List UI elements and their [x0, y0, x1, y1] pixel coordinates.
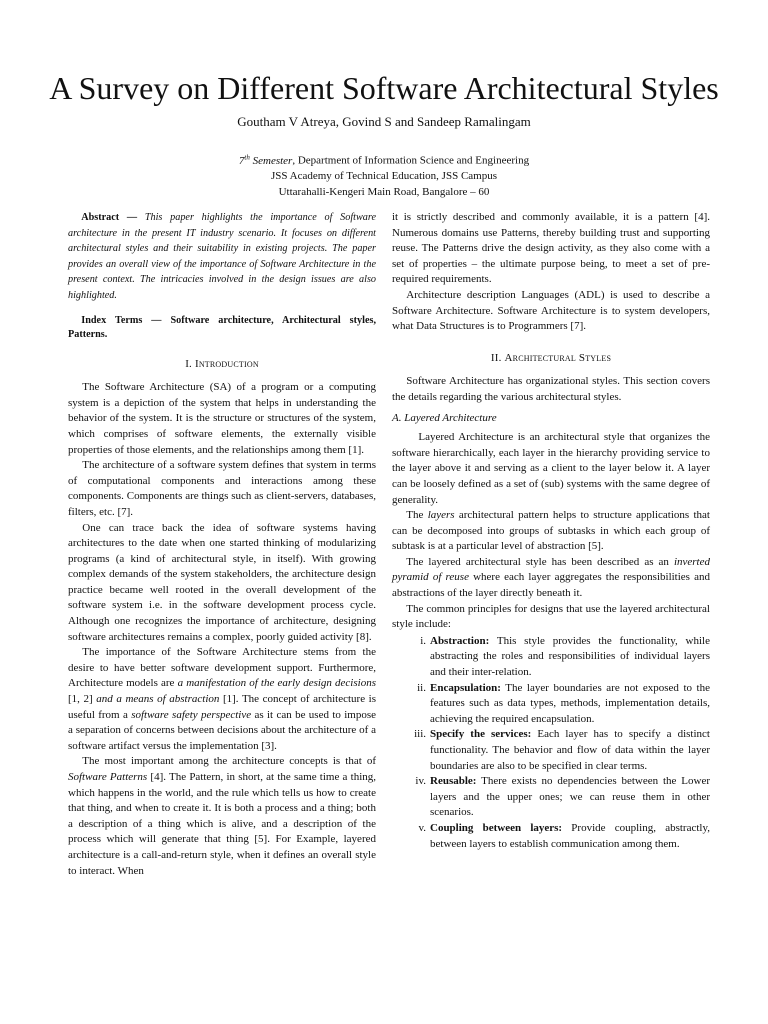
- intro-paragraph-1: The Software Architecture (SA) of a program or a computing system is a depiction of the system that helps in understanding the behavior of the system. It is the structure or structures of the system, which comprises of software elements, the externally visible properties of those elements, and the relationships among them [1].: [68, 381, 376, 456]
- text-run: The layered architectural style has been described as an: [406, 555, 674, 568]
- text-run: [1]. The concept of architecture is useful from a: [68, 693, 377, 721]
- list-text: This style provides the functionality, while abstracting the roles and responsibilities of individual layers and their inter-relation.: [430, 634, 710, 679]
- text-run: where each layer aggregates the responsibilities and abstractions of the layer directly beneath it.: [392, 571, 710, 600]
- left-column: [68, 210, 376, 879]
- section-title: Introduction: [194, 357, 259, 370]
- principles-list: [392, 634, 710, 852]
- intro-paragraph-5: [68, 754, 376, 879]
- intro-paragraph-3: One can trace back the idea of software systems having architectures to the date when one started thinking of modularizing programs (a kind of architectural style, in itself). With growing complex demands of the system stakeholders, the architecture design practice became well rooted in the overall development of the software system i.e. in the software development process cycle. Although one recognizes the importance of architecture, designing software architectures remains a complex, poorly guided activity [8].: [68, 521, 376, 643]
- semester-suffix: th: [244, 153, 250, 161]
- list-number: i.: [420, 634, 426, 647]
- italic-run: and a means of abstraction: [96, 693, 220, 706]
- list-term: Coupling between layers:: [430, 821, 563, 834]
- list-text: There exists no dependencies between the Lower layers and the upper ones; we can reuse them in other scenarios.: [430, 775, 710, 819]
- text-run: as it can be used to impose a separation of concerns between decisions about the architecture of a software artifact versus the implementation [3].: [68, 708, 377, 752]
- styles-paragraph-1: Software Architecture has organizational styles. This section covers the details regarding the various architectural styles.: [392, 375, 710, 403]
- intro-paragraph-4: [68, 645, 376, 754]
- text-run: [4]. The Pattern, in short, at the same time a thing, which happens in the world, and the rule which tells us how to create that thing, and when to create it. It is both a process and a thing; both a description of a thing which is alive, and a description of the process which will generate that thing [5]. For Example, layered architecture is a call-and-return style, when it defines an overall style to interact. When: [68, 771, 377, 877]
- text-run: The: [406, 509, 428, 522]
- affiliation-line-3: Uttarahalli-Kengeri Main Road, Bangalore – 60: [278, 185, 490, 198]
- abstract-text: This paper highlights the importance of Software architecture in the present IT industry scenario. It focuses on different architectural styles and their suitability in existing projects. The paper provides an overall view of the importance of Software Architecture in the present context. The intricacies involved in the design issues are also highlighted.: [68, 212, 376, 301]
- list-term: Reusable:: [430, 775, 477, 788]
- italic-run: layers: [427, 509, 455, 522]
- layered-paragraph-1: Layered Architecture is an architectural style that organizes the software hierarchically, each layer in the hierarchy providing service to the layer above it and serving as a client to the layer below it. A layer can be loosely defined as a set of (sub) systems with the same degree of generality.: [392, 431, 710, 506]
- affiliation: [0, 150, 768, 200]
- text-run: [1, 2]: [68, 693, 97, 706]
- list-number: v.: [418, 821, 426, 834]
- list-text: Provide coupling, abstractly, between layers to establish communication among them.: [430, 821, 710, 850]
- italic-run: inverted pyramid of reuse: [392, 555, 710, 584]
- list-item: [392, 681, 710, 728]
- subsection-layered-architecture: A. Layered Architecture: [392, 411, 497, 424]
- affiliation-line-2: JSS Academy of Technical Education, JSS Campus: [270, 170, 498, 183]
- paper-title: A Survey on Different Software Architectural Styles: [49, 70, 719, 106]
- layered-paragraph-3: [392, 555, 710, 602]
- index-terms: Index Terms — Software architecture, Architectural styles, Patterns.: [68, 314, 376, 341]
- list-item: [392, 727, 710, 774]
- right-intro-paragraph-2: Architecture description Languages (ADL) is used to describe a Software Architecture. Software Architecture is to system developers, what Data Structures is to Programmers [7].: [392, 288, 710, 333]
- layered-paragraph-2: [392, 508, 710, 555]
- section-heading-architectural-styles: [392, 351, 710, 367]
- list-item: [392, 774, 710, 821]
- list-term: Specify the services:: [430, 728, 532, 741]
- paper-authors: Goutham V Atreya, Govind S and Sandeep Ramalingam: [237, 114, 531, 129]
- affiliation-line-1: [0, 150, 768, 169]
- list-number: iii.: [414, 728, 426, 741]
- intro-paragraph-2: The architecture of a software system defines that system in terms of computational components and interactions among these components. Components are things such as client-servers, databases, filters, etc. [7].: [68, 459, 376, 518]
- list-text: Each layer has to specify a distinct functionality. The behavior and flow of data within the layer boundaries are also to be specified in clear terms.: [430, 728, 710, 772]
- semester-word: Semester: [249, 154, 293, 167]
- abstract-label: Abstract —: [81, 212, 138, 223]
- italic-run: a manifestation of the early design decisions: [177, 677, 376, 690]
- list-item: [392, 821, 710, 852]
- right-column: [392, 210, 710, 852]
- list-term: Abstraction:: [430, 634, 490, 647]
- list-item: [392, 634, 710, 681]
- section-number: I.: [185, 357, 193, 370]
- department: , Department of Information Science and Engineering: [292, 154, 530, 167]
- semester-number: 7: [238, 154, 245, 167]
- list-text: The layer boundaries are not exposed to the features such as data types, methods, implementation details, achieving the required encapsulation.: [430, 681, 710, 725]
- text-run: The most important among the architecture concepts is that of: [82, 755, 376, 768]
- list-number: ii.: [417, 681, 426, 694]
- italic-run: Software Patterns: [68, 771, 148, 783]
- list-number: iv.: [415, 775, 426, 788]
- abstract: [68, 210, 376, 304]
- right-intro-paragraph-1: it is strictly described and commonly available, it is a pattern [4]. Numerous domains use Patterns, thereby building trust and supporting reuse. The Patterns drive the design activity, as they also come with a set of properties – the ultimate purpose being, to meet a set of pre-required requirements.: [392, 211, 710, 286]
- layered-paragraph-4: The common principles for designs that use the layered architectural style include:: [392, 602, 710, 631]
- italic-run: software safety perspective: [131, 708, 252, 721]
- text-run: architectural pattern helps to structure applications that can be decomposed into groups of subtasks in which each group of subtask is at a particular level of abstraction [5].: [392, 509, 710, 553]
- section-title: Architectural Styles: [504, 351, 612, 364]
- list-term: Encapsulation:: [430, 681, 501, 694]
- section-heading-introduction: [68, 357, 376, 373]
- text-run: The importance of the Software Architecture stems from the desire to have better software development support. Furthermore, Architecture models are: [68, 646, 376, 690]
- section-number: II.: [490, 351, 502, 364]
